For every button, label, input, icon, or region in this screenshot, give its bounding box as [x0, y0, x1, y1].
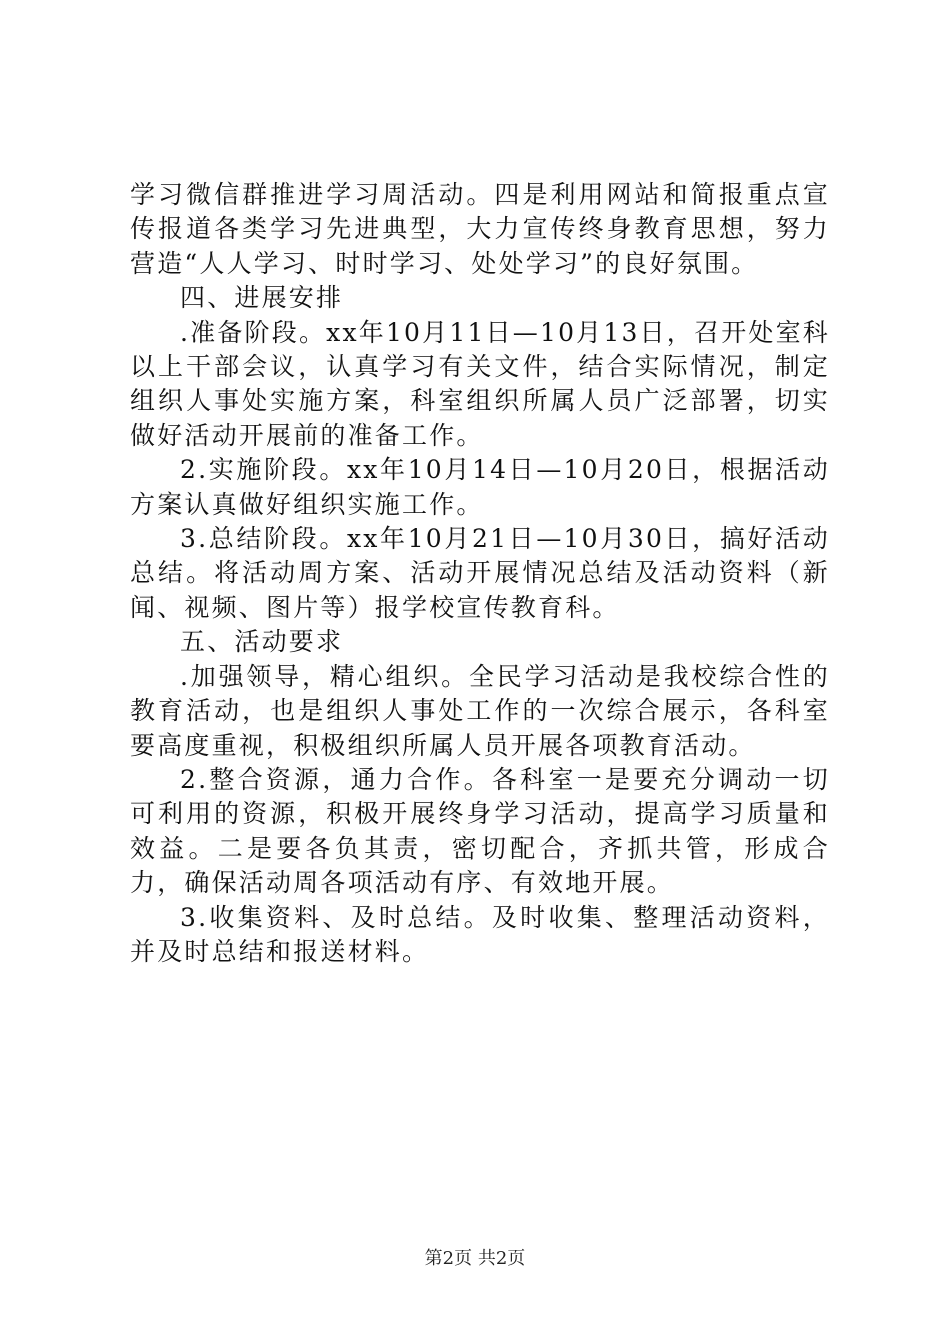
paragraph-implement-stage: 2.实施阶段。xx年10月14日—10月20日，根据活动方案认真做好组织实施工作。: [130, 455, 830, 519]
section-heading-5: 五、活动要求: [180, 627, 344, 657]
paragraph-continuation: 学习微信群推进学习周活动。四是利用网站和简报重点宣传报道各类学习先进典型，大力宣传终身教育思想，努力营造“人人学习、时时学习、处处学习”的良好氛围。: [130, 180, 830, 278]
section-heading-4: 四、进展安排: [180, 283, 344, 313]
paragraph-collect: 3.收集资料、及时总结。及时收集、整理活动资料，并及时总结和报送材料。: [130, 902, 830, 966]
paragraph-prep-stage: .准备阶段。xx年10月11日—10月13日，召开处室科以上干部会议，认真学习有关文件，结合实际情况，制定组织人事处实施方案，科室组织所属人员广泛部署，切实做好活动开展前的准备工作。: [130, 317, 830, 450]
paragraph-resources: 2.整合资源，通力合作。各科室一是要充分调动一切可利用的资源，积极开展终身学习活动，提高学习质量和效益。二是要各负其责，密切配合，齐抓共管，形成合力，确保活动周各项活动有序、有效地开展。: [130, 764, 830, 898]
paragraph-leadership: .加强领导，精心组织。全民学习活动是我校综合性的教育活动，也是组织人事处工作的一次综合展示，各科室要高度重视，积极组织所属人员开展各项教育活动。: [130, 661, 830, 760]
page-footer: 第2页 共2页: [424, 1248, 526, 1269]
paragraph-summary-stage: 3.总结阶段。xx年10月21日—10月30日，搞好活动总结。将活动周方案、活动开展情况总结及活动资料（新闻、视频、图片等）报学校宣传教育科。: [130, 524, 830, 622]
document-body: [130, 178, 830, 969]
